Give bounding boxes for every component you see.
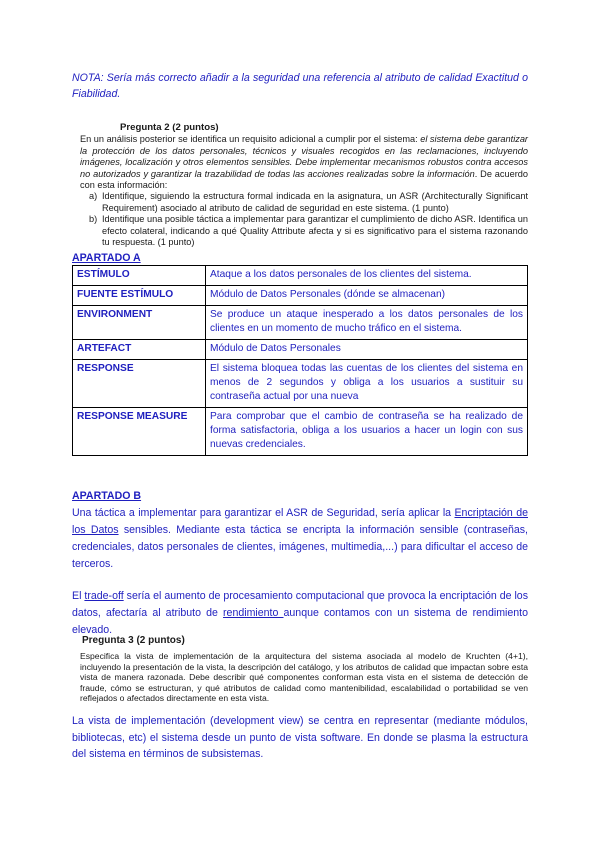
text-run: sería el aumento de procesamiento computacional que provoca la encriptación de los datos, afectaría al atributo de xyxy=(72,590,528,619)
item-text: Identifique, siguiendo la estructura formal indicada en la asignatura, un ASR (Architecturally Significant Requirement) asociado al atributo de calidad de seguridad en este sistema. (1 punto) xyxy=(102,191,528,213)
encriptacion-link: Encriptación de los Datos xyxy=(72,507,528,536)
apartado-a-heading: APARTADO A xyxy=(72,252,141,264)
question-3-text: Especifica la vista de implementación de la arquitectura del sistema asociada al modelo de Kruchten (4+1), incluyendo la presentación de la vista, la descripción del catálogo, y los atributos de calidad que impactan sobre esta vista de manera razonada. Debe describir qué componentes conforman esta vista en el sistema de detección de fraude, cómo se estructuran, y qué atributos de calidad como mantenibilidad, escalabilidad o portabilidad se ven reflejados o afectados directamente en esta vista. xyxy=(80,651,528,704)
question-3 xyxy=(80,636,528,703)
question-2-intro xyxy=(80,134,528,191)
apartado-b-paragraph-2 xyxy=(72,588,528,639)
question-3-title: Pregunta 3 (2 puntos) xyxy=(82,635,185,646)
asr-key: ENVIRONMENT xyxy=(73,306,206,340)
apartado-b-heading: APARTADO B xyxy=(72,490,142,502)
table-row xyxy=(73,340,528,360)
asr-value: Para comprobar que el cambio de contraseña se ha realizado de forma satisfactoria, obliga a los usuarios a hacer un login con sus nuevas credenciales. xyxy=(206,408,528,456)
asr-table xyxy=(72,265,528,456)
table-row xyxy=(73,306,528,340)
question-2-item-a xyxy=(89,191,528,214)
asr-value: Se produce un ataque inesperado a los datos personales de los clientes en un momento de mucho tráfico en el sistema. xyxy=(206,306,528,340)
asr-key: ESTÍMULO xyxy=(73,266,206,286)
apartado-b xyxy=(72,488,528,639)
asr-key: RESPONSE MEASURE xyxy=(73,408,206,456)
item-marker: a) xyxy=(89,191,98,202)
question-2-title: Pregunta 2 (2 puntos) xyxy=(120,122,219,133)
table-row xyxy=(73,286,528,306)
asr-value: El sistema bloquea todas las cuentas de los clientes del sistema en menos de 2 segundos y obliga a los usuarios a sustituir su contraseña actual por una nueva xyxy=(206,360,528,408)
note-text: NOTA: Sería más correcto añadir a la seguridad una referencia al atributo de calidad Exactitud o Fiabilidad. xyxy=(72,72,528,100)
apartado-b-paragraph-1 xyxy=(72,505,528,573)
item-marker: b) xyxy=(89,214,98,225)
text-run: El xyxy=(72,590,85,602)
question-2-intro-italic: el sistema debe garantizar la protección de los datos personales, técnicos y visuales recogidos en las reclamaciones, incluyendo imágenes, localización y otros elementos sensibles. Debe implementar mecanismos robustos contra accesos no autorizados y garantizar la trazabilidad de todas las acciones realizadas sobre la información xyxy=(80,134,528,179)
table-row xyxy=(73,360,528,408)
question-2-intro-end: . De acuerdo con esta información: xyxy=(80,168,528,191)
question-2-items xyxy=(80,191,528,248)
item-text: Identifique una posible táctica a implementar para garantizar el cumplimiento de dicho ASR. Identifica un efecto colateral, indicando a qué Quality Attribute afecta y si es significativo para el sistema razonando tu respuesta. (1 punto) xyxy=(102,214,528,248)
text-run: sensibles. Mediante esta táctica se encripta la información sensible (contraseñas, credenciales, datos personales de clientes, imágenes, multimedia,...) para dificultar el acceso de terceros. xyxy=(72,524,528,570)
table-row xyxy=(73,408,528,456)
asr-key: FUENTE ESTÍMULO xyxy=(73,286,206,306)
question-2-intro-plain: En un análisis posterior se identifica un requisito adicional a cumplir por el sistema: xyxy=(80,134,421,145)
text-run: aunque contamos con un sistema de rendimiento elevado. xyxy=(72,607,528,636)
question-2-item-b xyxy=(89,214,528,248)
rendimiento-link: rendimiento xyxy=(223,607,284,619)
asr-key: ARTEFACT xyxy=(73,340,206,360)
question-2 xyxy=(80,122,528,248)
asr-value: Módulo de Datos Personales xyxy=(206,340,528,360)
asr-value: Módulo de Datos Personales (dónde se almacenan) xyxy=(206,286,528,306)
text-run: Una táctica a implementar para garantizar el ASR de Seguridad, sería aplicar la xyxy=(72,507,455,519)
asr-key: RESPONSE xyxy=(73,360,206,408)
answer-3: La vista de implementación (development view) se centra en representar (mediante módulos, bibliotecas, etc) el sistema desde un punto de vista software. En donde se plasma la estructura del sistema en términos de subsistemas. xyxy=(72,715,528,760)
table-row xyxy=(73,266,528,286)
trade-off-link: trade-off xyxy=(84,590,124,602)
asr-value: Ataque a los datos personales de los clientes del sistema. xyxy=(206,266,528,286)
